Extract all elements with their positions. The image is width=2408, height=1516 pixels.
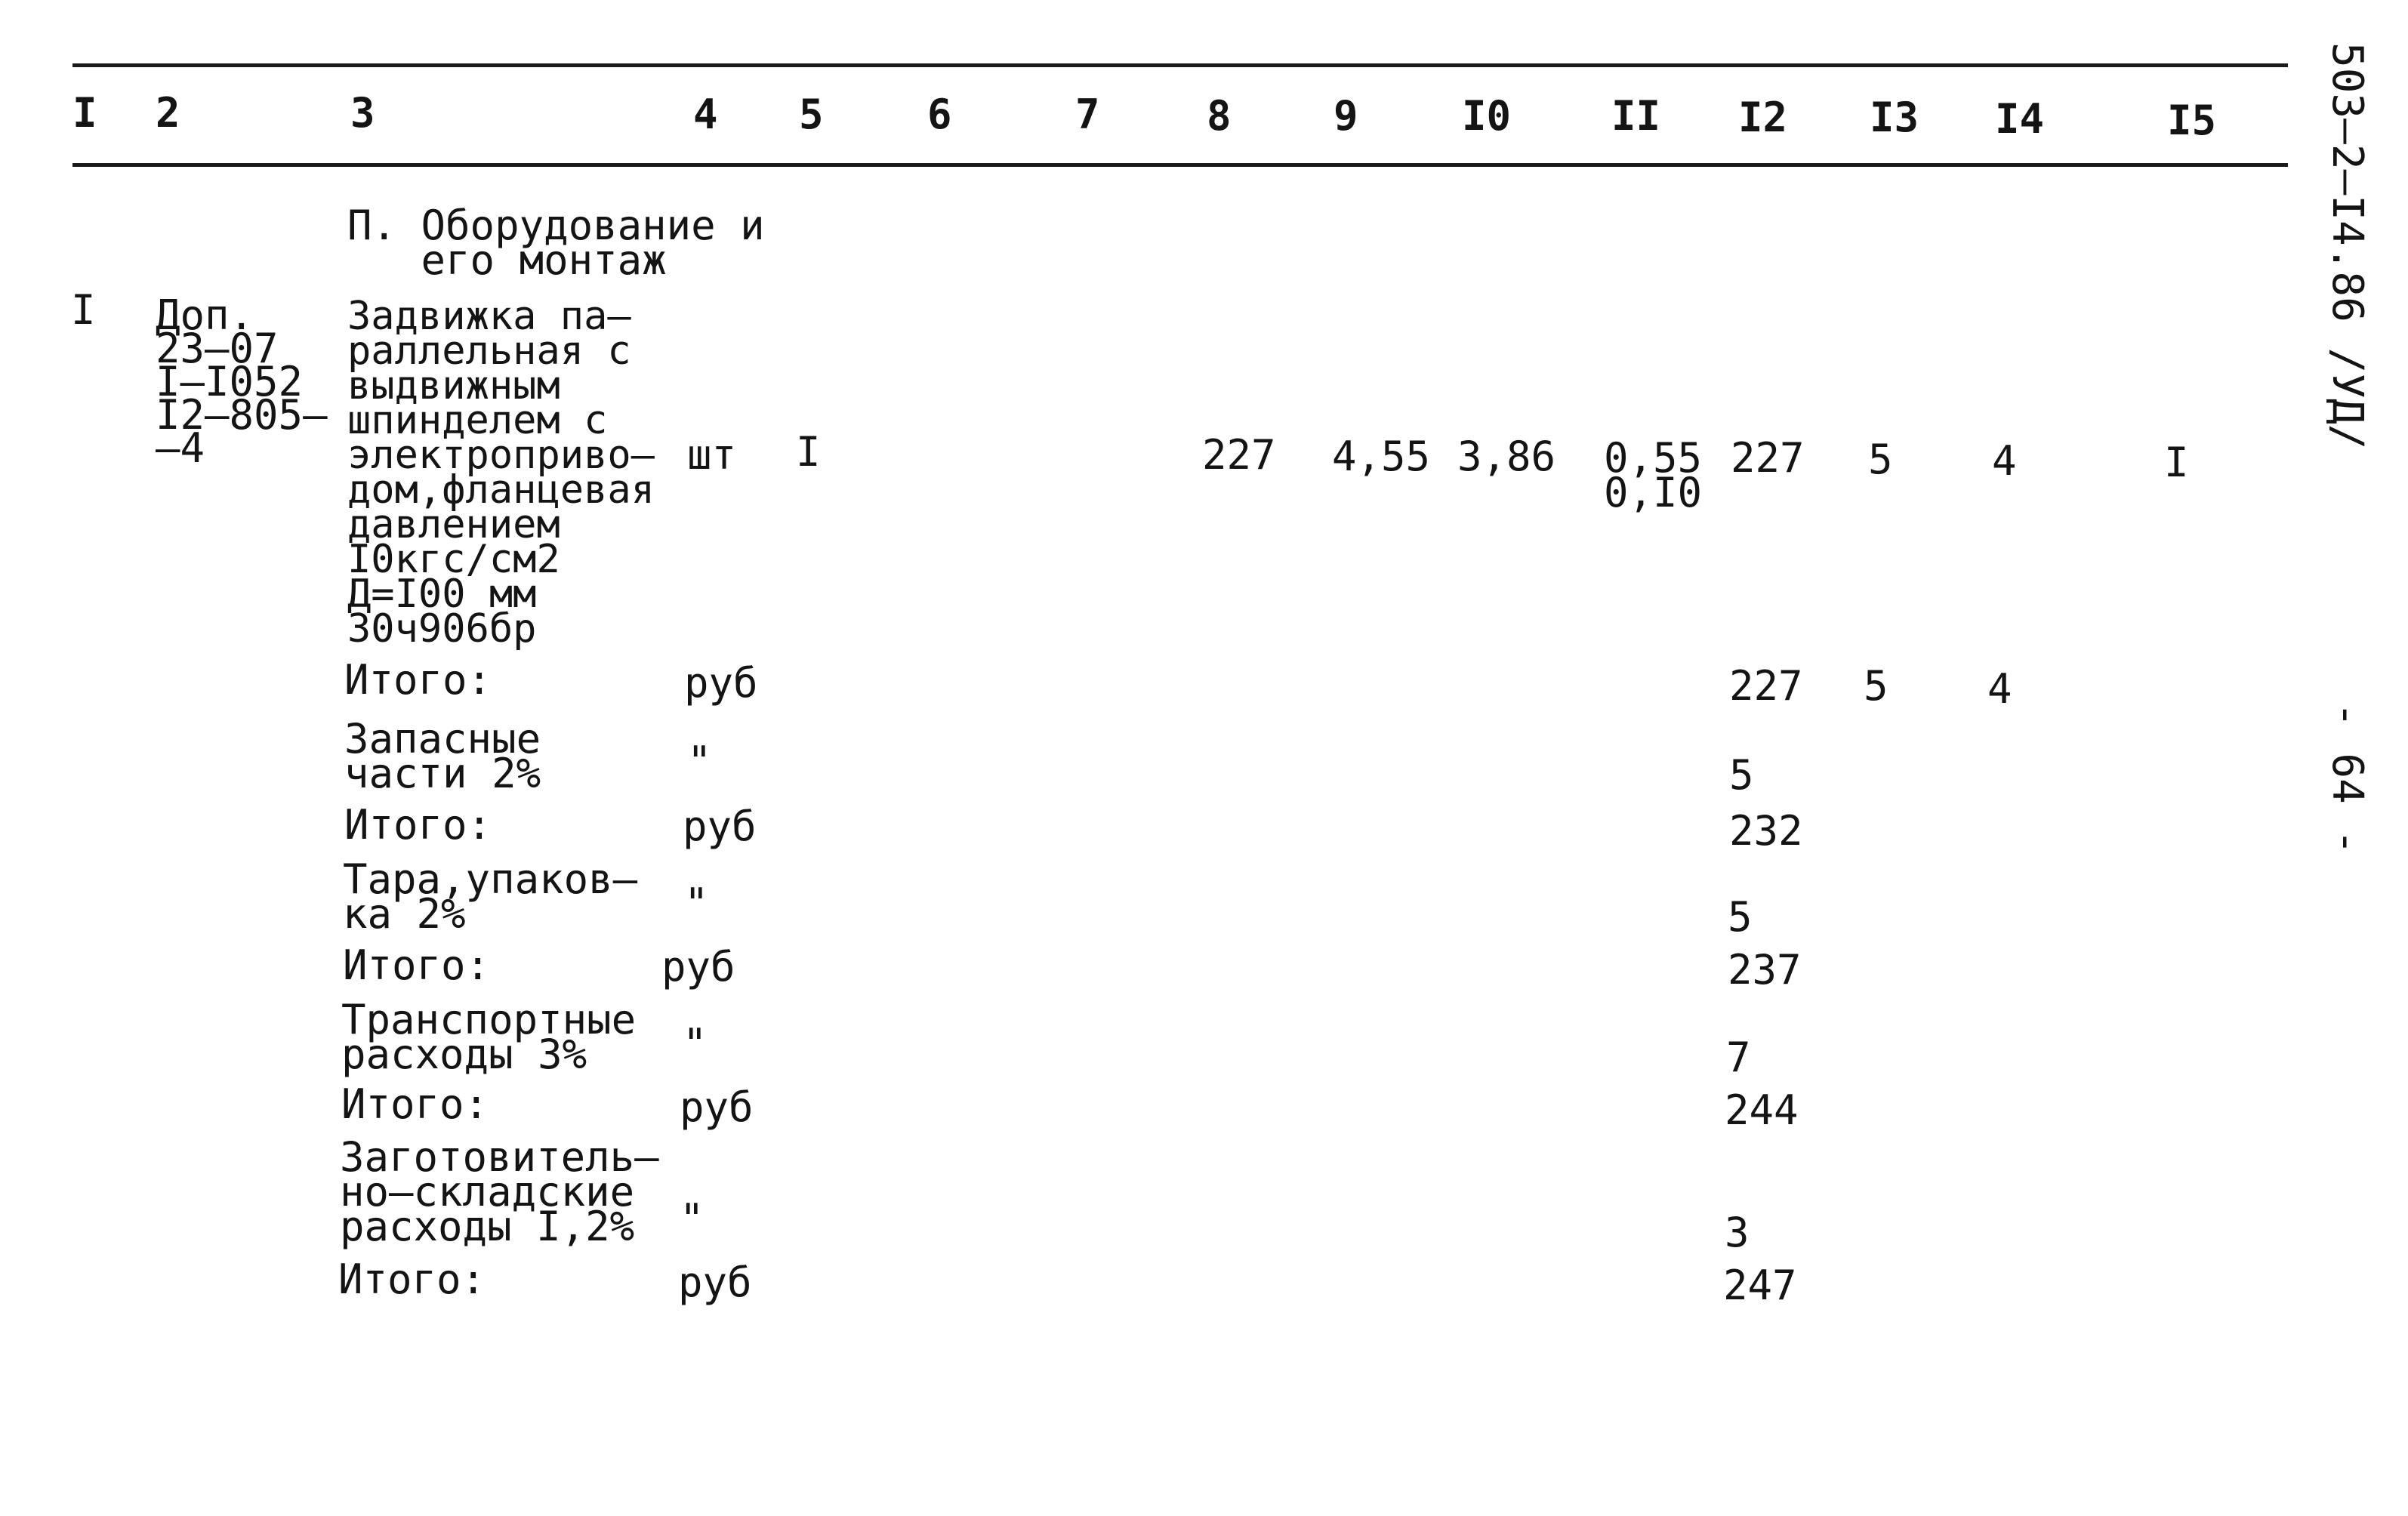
item-description: Задвижка па– раллельная с выдвижным шпинделем с электроприво– дом,фланцевая давлением I0кгс/см2 Д=I00 мм 30ч906бр <box>347 294 655 652</box>
total-unit: руб <box>683 803 757 850</box>
col-header-1: I <box>72 89 97 137</box>
item-col9: 4,55 <box>1332 433 1431 480</box>
surcharge-label: Тара,упаков– ка 2% <box>343 855 638 938</box>
col-header-15: I5 <box>2167 97 2217 144</box>
document-code: 503–2–I4.86 /УД/ <box>2323 42 2372 450</box>
item-unit: шт <box>687 431 737 479</box>
col-header-5: 5 <box>799 91 824 138</box>
item-qty: I <box>796 428 821 476</box>
table-header-rule <box>72 163 2288 167</box>
col-header-3: 3 <box>350 89 375 137</box>
col-header-12: I2 <box>1738 94 1788 141</box>
surcharge-col12: 5 <box>1728 893 1753 941</box>
col-header-2: 2 <box>156 89 180 137</box>
total-col12: 232 <box>1729 807 1803 855</box>
item-col10: 3,86 <box>1457 433 1556 480</box>
surcharge-col12: 5 <box>1729 751 1754 799</box>
col-header-9: 9 <box>1333 92 1358 140</box>
col-header-11: II <box>1611 92 1661 140</box>
total-unit: руб <box>680 1083 754 1131</box>
total-unit: руб <box>661 943 735 991</box>
total-col12: 237 <box>1728 946 1802 994</box>
section-title: П. Оборудование и его монтаж <box>347 202 765 284</box>
total-col12: 244 <box>1725 1086 1799 1134</box>
surcharge-unit: " <box>680 1195 705 1243</box>
item-col14: 4 <box>1992 437 2017 485</box>
item-col15: I <box>2164 439 2189 486</box>
item-col8: 227 <box>1202 431 1276 479</box>
col-header-6: 6 <box>927 91 952 138</box>
total-label: Итого: <box>343 941 491 989</box>
total-col12: 247 <box>1723 1262 1797 1309</box>
col-header-14: I4 <box>1995 95 2045 143</box>
total-col13: 5 <box>1864 662 1888 710</box>
total-col14: 4 <box>1987 665 2012 713</box>
surcharge-label: Заготовитель– но–складские расходы I,2% <box>340 1133 659 1250</box>
item-col13: 5 <box>1868 436 1893 483</box>
item-col11: 0,55 0,I0 <box>1604 434 1703 516</box>
surcharge-col12: 3 <box>1725 1209 1750 1256</box>
total-label: Итого: <box>344 801 492 849</box>
surcharge-col12: 7 <box>1726 1034 1751 1081</box>
total-col12: 227 <box>1729 662 1803 710</box>
col-header-13: I3 <box>1870 94 1919 141</box>
item-code: Доп. 23–07 I–I052 I2–805– –4 <box>156 291 328 472</box>
col-header-4: 4 <box>693 91 718 138</box>
col-header-10: I0 <box>1462 92 1512 140</box>
surcharge-label: Запасные части 2% <box>344 715 541 797</box>
item-number: I <box>71 286 96 334</box>
total-unit: руб <box>678 1259 752 1306</box>
total-label: Итого: <box>341 1080 489 1128</box>
total-label: Итого: <box>344 656 492 704</box>
surcharge-unit: " <box>684 880 709 927</box>
col-header-8: 8 <box>1207 92 1232 140</box>
item-col12: 227 <box>1731 434 1805 482</box>
surcharge-unit: " <box>687 738 712 785</box>
total-label: Итого: <box>338 1256 486 1303</box>
total-unit: руб <box>684 659 758 707</box>
surcharge-unit: " <box>683 1020 708 1068</box>
col-header-7: 7 <box>1075 91 1100 138</box>
table-top-rule <box>72 63 2288 67</box>
page-number: - 64 - <box>2323 702 2372 855</box>
surcharge-label: Транспортные расходы 3% <box>341 996 637 1078</box>
